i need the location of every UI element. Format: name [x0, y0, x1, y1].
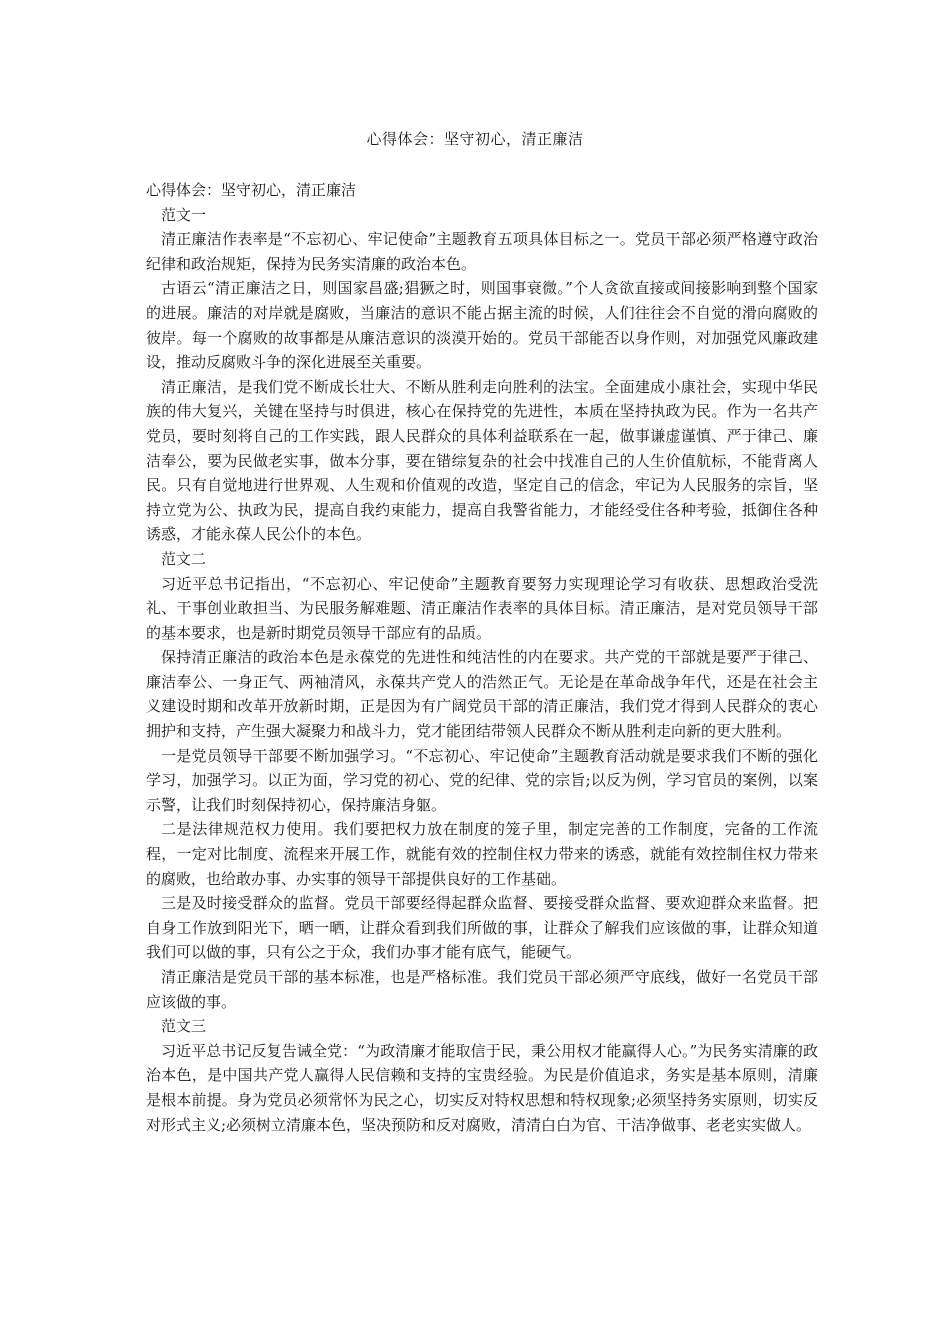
section-heading: 范文一: [161, 205, 207, 224]
paragraph: 清正廉洁是党员干部的基本标准，也是严格标准。我们党员干部必须严守底线，做好一名党员干部应该做的事。: [146, 968, 818, 1011]
document-body: [146, 178, 818, 1137]
paragraph: 三是及时接受群众的监督。党员干部要经得起群众监督、要接受群众监督、要欢迎群众来监督。把自身工作放到阳光下，晒一晒，让群众看到我们所做的事，让群众了解我们应该做的事，让群众知道我们可以做的事，只有公之于众，我们办事才能有底气，能硬气。: [146, 894, 818, 962]
paragraph: 一是党员领导干部要不断加强学习。“不忘初心、牢记使命”主题教育活动就是要求我们不断的强化学习，加强学习。以正为面，学习党的初心、党的纪律、党的宗旨;以反为例，学习官员的案例，以案示警，让我们时刻保持初心，保持廉洁身躯。: [146, 746, 818, 814]
document-title: 心得体会：坚守初心，清正廉洁: [366, 130, 584, 148]
paragraph: 清正廉洁，是我们党不断成长壮大、不断从胜利走向胜利的法宝。全面建成小康社会，实现中华民族的伟大复兴，关键在坚持与时俱进，核心在保持党的先进性，本质在坚持执政为民。作为一名共产党员，要时刻将自己的工作实践，跟人民群众的具体利益联系在一起，做事谦虚谨慎、严于律己、廉洁奉公，要为民做老实事，做本分事，要在错综复杂的社会中找准自己的人生价值航标，不能背离人民。只有自觉地进行世界观、人生观和价值观的改造，坚定自己的信念，牢记为人民服务的宗旨，坚持立党为公、执政为民，提高自我约束能力，提高自我警省能力，才能经受住各种考验，抵御住各种诱惑，才能永葆人民公仆的本色。: [146, 377, 818, 544]
paragraph: 习近平总书记指出，“不忘初心、牢记使命”主题教育要努力实现理论学习有收获、思想政治受洗礼、干事创业敢担当、为民服务解难题、清正廉洁作表率的具体目标。清正廉洁，是对党员领导干部的基本要求，也是新时期党员领导干部应有的品质。: [146, 574, 818, 642]
document-subtitle: 心得体会：坚守初心，清正廉洁: [146, 181, 357, 199]
section-heading: 范文三: [161, 1017, 207, 1036]
paragraph: 习近平总书记反复告诫全党：“为政清廉才能取信于民，秉公用权才能赢得人心。”为民务实清廉的政治本色，是中国共产党人赢得人民信赖和支持的宝贵经验。为民是价值追求，务实是基本原则，清廉是根本前提。身为党员必须常怀为民之心，切实反对特权思想和特权现象;必须坚持务实原则，切实反对形式主义;必须树立清廉本色，坚决预防和反对腐败，清清白白为官、干洁净做事、老老实实做人。: [146, 1041, 818, 1134]
paragraph: 清正廉洁作表率是“不忘初心、牢记使命”主题教育五项具体目标之一。党员干部必须严格遵守政治纪律和政治规矩，保持为民务实清廉的政治本色。: [146, 230, 818, 273]
paragraph: 保持清正廉洁的政治本色是永葆党的先进性和纯洁性的内在要求。共产党的干部就是要严于律己、廉洁奉公、一身正气、两袖清风，永葆共产党人的浩然正气。无论是在革命战争年代，还是在社会主义建设时期和改革开放新时期，正是因为有广阔党员干部的清正廉洁，我们党才得到人民群众的衷心拥护和支持，产生强大凝聚力和战斗力，党才能团结带领人民群众不断从胜利走向新的更大胜利。: [146, 648, 818, 741]
paragraph: 古语云“清正廉洁之日，则国家昌盛;猖獗之时，则国事衰微。”个人贪欲直接或间接影响到整个国家的进展。廉洁的对岸就是腐败，当廉洁的意识不能占据主流的时候，人们往往会不自觉的滑向腐败的彼岸。每一个腐败的故事都是从廉洁意识的淡漠开始的。党员干部能否以身作则，对加强党风廉政建设，推动反腐败斗争的深化进展至关重要。: [146, 279, 818, 372]
paragraph: 二是法律规范权力使用。我们要把权力放在制度的笼子里，制定完善的工作制度，完备的工作流程，一定对比制度、流程来开展工作，就能有效的控制住权力带来的诱惑，就能有效控制住权力带来的腐败，也给敢办事、办实事的领导干部提供良好的工作基础。: [146, 820, 818, 888]
section-heading: 范文二: [161, 549, 207, 568]
content-blocks: [146, 203, 818, 1138]
